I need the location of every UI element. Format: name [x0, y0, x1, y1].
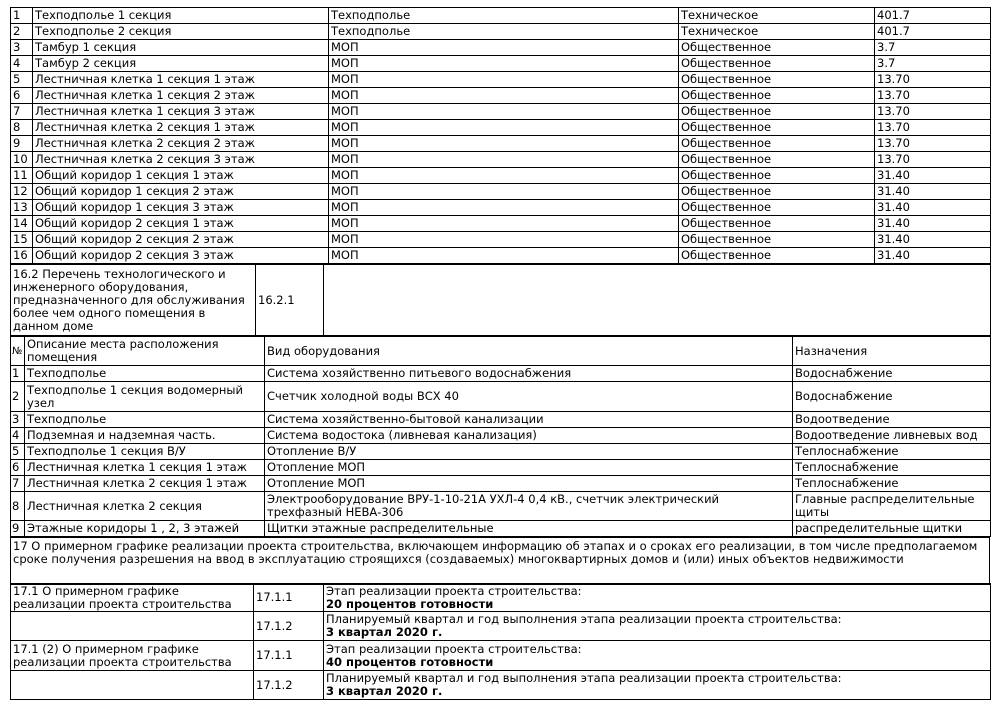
room-type: МОП: [329, 72, 679, 88]
row-number: 13: [11, 200, 33, 216]
stage-label: [11, 671, 254, 700]
table-row: [11, 152, 991, 168]
room-category: Общественное: [679, 40, 875, 56]
row-number: 15: [11, 232, 33, 248]
stage-code: 17.1.2: [254, 612, 324, 641]
room-area: 401.7: [875, 8, 991, 24]
stage-detail: [324, 584, 991, 612]
room-area: 31.40: [875, 200, 991, 216]
stage-code: 17.1.1: [254, 584, 324, 612]
table-row: [11, 136, 991, 152]
room-type: Техподполье: [329, 24, 679, 40]
room-type: МОП: [329, 136, 679, 152]
stage-detail: [324, 671, 991, 700]
table-row: [11, 521, 991, 537]
stage-label: [11, 612, 254, 641]
row-number: 5: [11, 444, 25, 460]
room-area: 31.40: [875, 232, 991, 248]
room-type: МОП: [329, 216, 679, 232]
room-category: Общественное: [679, 104, 875, 120]
equipment-table: [10, 336, 991, 537]
section-16-2-value: [324, 265, 991, 336]
purpose: Главные распределительные щиты: [793, 492, 991, 521]
stage-caption: Планируемый квартал и год выполнения этапа реализации проекта строительства:: [326, 612, 842, 626]
purpose: Водоотведение ливневых вод: [793, 428, 991, 444]
table-row: [11, 366, 991, 382]
row-number: 11: [11, 168, 33, 184]
equipment-type: Счетчик холодной воды ВСХ 40: [265, 382, 793, 412]
room-category: Техническое: [679, 8, 875, 24]
table-row: [11, 584, 991, 612]
row-number: 5: [11, 72, 33, 88]
room-name: Техподполье 1 секция: [33, 8, 329, 24]
room-area: 31.40: [875, 184, 991, 200]
row-number: 6: [11, 88, 33, 104]
room-name: Общий коридор 2 секция 3 этаж: [33, 248, 329, 264]
row-number: 1: [11, 366, 25, 382]
location: Техподполье 1 секция В/У: [25, 444, 265, 460]
row-number: 9: [11, 136, 33, 152]
equipment-type: Система водостока (ливневая канализация): [265, 428, 793, 444]
room-area: 401.7: [875, 24, 991, 40]
room-area: 3.7: [875, 56, 991, 72]
row-number: 2: [11, 382, 25, 412]
equipment-type: Отопление В/У: [265, 444, 793, 460]
equipment-type: Щитки этажные распределительные: [265, 521, 793, 537]
table-row: [11, 460, 991, 476]
row-number: 7: [11, 104, 33, 120]
room-type: МОП: [329, 88, 679, 104]
purpose: Водоснабжение: [793, 366, 991, 382]
stage-label: 17.1 (2) О примерном графике реализации проекта строительства: [11, 641, 254, 671]
table-row: [11, 444, 991, 460]
room-name: Лестничная клетка 2 секция 3 этаж: [33, 152, 329, 168]
room-category: Техническое: [679, 24, 875, 40]
room-area: 13.70: [875, 72, 991, 88]
table-row: [11, 56, 991, 72]
table-row: [11, 40, 991, 56]
section-16-2-title: 16.2 Перечень технологического и инженерного оборудования, предназначенного для обслуживания более чем одного помещения в данном доме: [11, 265, 256, 336]
stage-caption: Этап реализации проекта строительства:: [326, 583, 582, 598]
row-number: 3: [11, 40, 33, 56]
stage-code: 17.1.2: [254, 671, 324, 700]
table-row: [11, 88, 991, 104]
equipment-type: Система хозяйственно питьевого водоснабжения: [265, 366, 793, 382]
room-name: Общий коридор 1 секция 3 этаж: [33, 200, 329, 216]
row-number: 1: [11, 8, 33, 24]
room-category: Общественное: [679, 200, 875, 216]
section-17-title: 17 О примерном графике реализации проекта строительства, включающем информацию об этапах и о сроках его реализации, в том числе предполагаемом сроке получения разрешения на ввод в эксплуатацию строящихся (создаваемых) многоквартирных домов и (или) иных объектов недвижимости: [11, 538, 990, 585]
location: Этажные коридоры 1 , 2, 3 этажей: [25, 521, 265, 537]
purpose: Водоснабжение: [793, 382, 991, 412]
stage-value: 3 квартал 2020 г.: [326, 684, 443, 698]
table-row: [11, 184, 991, 200]
location: Подземная и надземная часть.: [25, 428, 265, 444]
table-row: [11, 248, 991, 264]
room-type: МОП: [329, 104, 679, 120]
room-area: 13.70: [875, 152, 991, 168]
row-number: 9: [11, 521, 25, 537]
purpose: распределительные щитки: [793, 521, 991, 537]
purpose: Водоотведение: [793, 412, 991, 428]
room-type: Техподполье: [329, 8, 679, 24]
room-name: Тамбур 1 секция: [33, 40, 329, 56]
row-number: 8: [11, 120, 33, 136]
row-number: 14: [11, 216, 33, 232]
table-row: [11, 641, 991, 671]
row-number: 10: [11, 152, 33, 168]
room-name: Общий коридор 1 секция 2 этаж: [33, 184, 329, 200]
table-row: [11, 72, 991, 88]
location: Лестничная клетка 1 секция 1 этаж: [25, 460, 265, 476]
row-number: 3: [11, 412, 25, 428]
room-category: Общественное: [679, 136, 875, 152]
section-16-2-header: [10, 264, 991, 336]
room-type: МОП: [329, 152, 679, 168]
row-number: 16: [11, 248, 33, 264]
room-area: 31.40: [875, 216, 991, 232]
section-16-2-code: 16.2.1: [256, 265, 324, 336]
room-category: Общественное: [679, 152, 875, 168]
location: Лестничная клетка 2 секция: [25, 492, 265, 521]
room-name: Общий коридор 1 секция 1 этаж: [33, 168, 329, 184]
room-type: МОП: [329, 56, 679, 72]
row-number: 2: [11, 24, 33, 40]
stage-label: 17.1 О примерном графике реализации проекта строительства: [11, 584, 254, 612]
table-row: [11, 120, 991, 136]
stage-caption: Планируемый квартал и год выполнения этапа реализации проекта строительства:: [326, 671, 842, 685]
room-area: 13.70: [875, 88, 991, 104]
row-number: 8: [11, 492, 25, 521]
room-type: МОП: [329, 168, 679, 184]
header-number: №: [11, 337, 25, 366]
table-row: [11, 428, 991, 444]
table-row: [11, 492, 991, 521]
stage-value: 20 процентов готовности: [326, 596, 494, 611]
stage-value: 3 квартал 2020 г.: [326, 625, 443, 639]
table-row: [11, 24, 991, 40]
location: Лестничная клетка 2 секция 1 этаж: [25, 476, 265, 492]
equipment-type: Система хозяйственно-бытовой канализации: [265, 412, 793, 428]
table-row: [11, 232, 991, 248]
equipment-type: Электрооборудование ВРУ-1-10-21А УХЛ-4 0,4 кВ., счетчик электрический трехфазный НЕВА-306: [265, 492, 793, 521]
room-type: МОП: [329, 200, 679, 216]
room-category: Общественное: [679, 72, 875, 88]
table-row: [11, 104, 991, 120]
row-number: 4: [11, 428, 25, 444]
stage-value: 40 процентов готовности: [326, 654, 494, 669]
room-area: 31.40: [875, 168, 991, 184]
table-row: [11, 216, 991, 232]
purpose: Теплоснабжение: [793, 460, 991, 476]
table-row: [11, 412, 991, 428]
schedule-table: [10, 583, 991, 700]
row-number: 12: [11, 184, 33, 200]
room-type: МОП: [329, 120, 679, 136]
room-category: Общественное: [679, 88, 875, 104]
room-name: Общий коридор 2 секция 1 этаж: [33, 216, 329, 232]
room-name: Лестничная клетка 1 секция 3 этаж: [33, 104, 329, 120]
room-area: 3.7: [875, 40, 991, 56]
stage-detail: [324, 612, 991, 641]
room-area: 31.40: [875, 248, 991, 264]
room-category: Общественное: [679, 168, 875, 184]
stage-caption: Этап реализации проекта строительства:: [326, 641, 582, 656]
location: Техподполье: [25, 366, 265, 382]
room-area: 13.70: [875, 120, 991, 136]
header-location: Описание места расположения помещения: [25, 337, 265, 366]
room-category: Общественное: [679, 184, 875, 200]
section-17-header: [10, 537, 990, 585]
room-name: Общий коридор 2 секция 2 этаж: [33, 232, 329, 248]
location: Техподполье: [25, 412, 265, 428]
room-type: МОП: [329, 232, 679, 248]
row-number: 4: [11, 56, 33, 72]
room-name: Лестничная клетка 2 секция 1 этаж: [33, 120, 329, 136]
room-area: 13.70: [875, 104, 991, 120]
room-category: Общественное: [679, 120, 875, 136]
table-row: [11, 382, 991, 412]
room-name: Лестничная клетка 1 секция 2 этаж: [33, 88, 329, 104]
room-name: Техподполье 2 секция: [33, 24, 329, 40]
room-area: 13.70: [875, 136, 991, 152]
table-row: [11, 612, 991, 641]
room-category: Общественное: [679, 248, 875, 264]
stage-code: 17.1.1: [254, 641, 324, 671]
table-row: [11, 671, 991, 700]
equipment-type: Отопление МОП: [265, 460, 793, 476]
equipment-type: Отопление МОП: [265, 476, 793, 492]
table-row: [11, 8, 991, 24]
table-row: [11, 200, 991, 216]
room-category: Общественное: [679, 216, 875, 232]
purpose: Теплоснабжение: [793, 476, 991, 492]
row-number: 6: [11, 460, 25, 476]
room-category: Общественное: [679, 232, 875, 248]
room-name: Тамбур 2 секция: [33, 56, 329, 72]
room-name: Лестничная клетка 1 секция 1 этаж: [33, 72, 329, 88]
table-row: [11, 168, 991, 184]
room-type: МОП: [329, 40, 679, 56]
location: Техподполье 1 секция водомерный узел: [25, 382, 265, 412]
room-category: Общественное: [679, 56, 875, 72]
room-type: МОП: [329, 184, 679, 200]
header-purpose: Назначения: [793, 337, 991, 366]
room-type: МОП: [329, 248, 679, 264]
header-equipment-type: Вид оборудования: [265, 337, 793, 366]
stage-detail: [324, 641, 991, 671]
purpose: Теплоснабжение: [793, 444, 991, 460]
room-name: Лестничная клетка 2 секция 2 этаж: [33, 136, 329, 152]
row-number: 7: [11, 476, 25, 492]
table-row: [11, 476, 991, 492]
common-rooms-table: [10, 7, 991, 264]
